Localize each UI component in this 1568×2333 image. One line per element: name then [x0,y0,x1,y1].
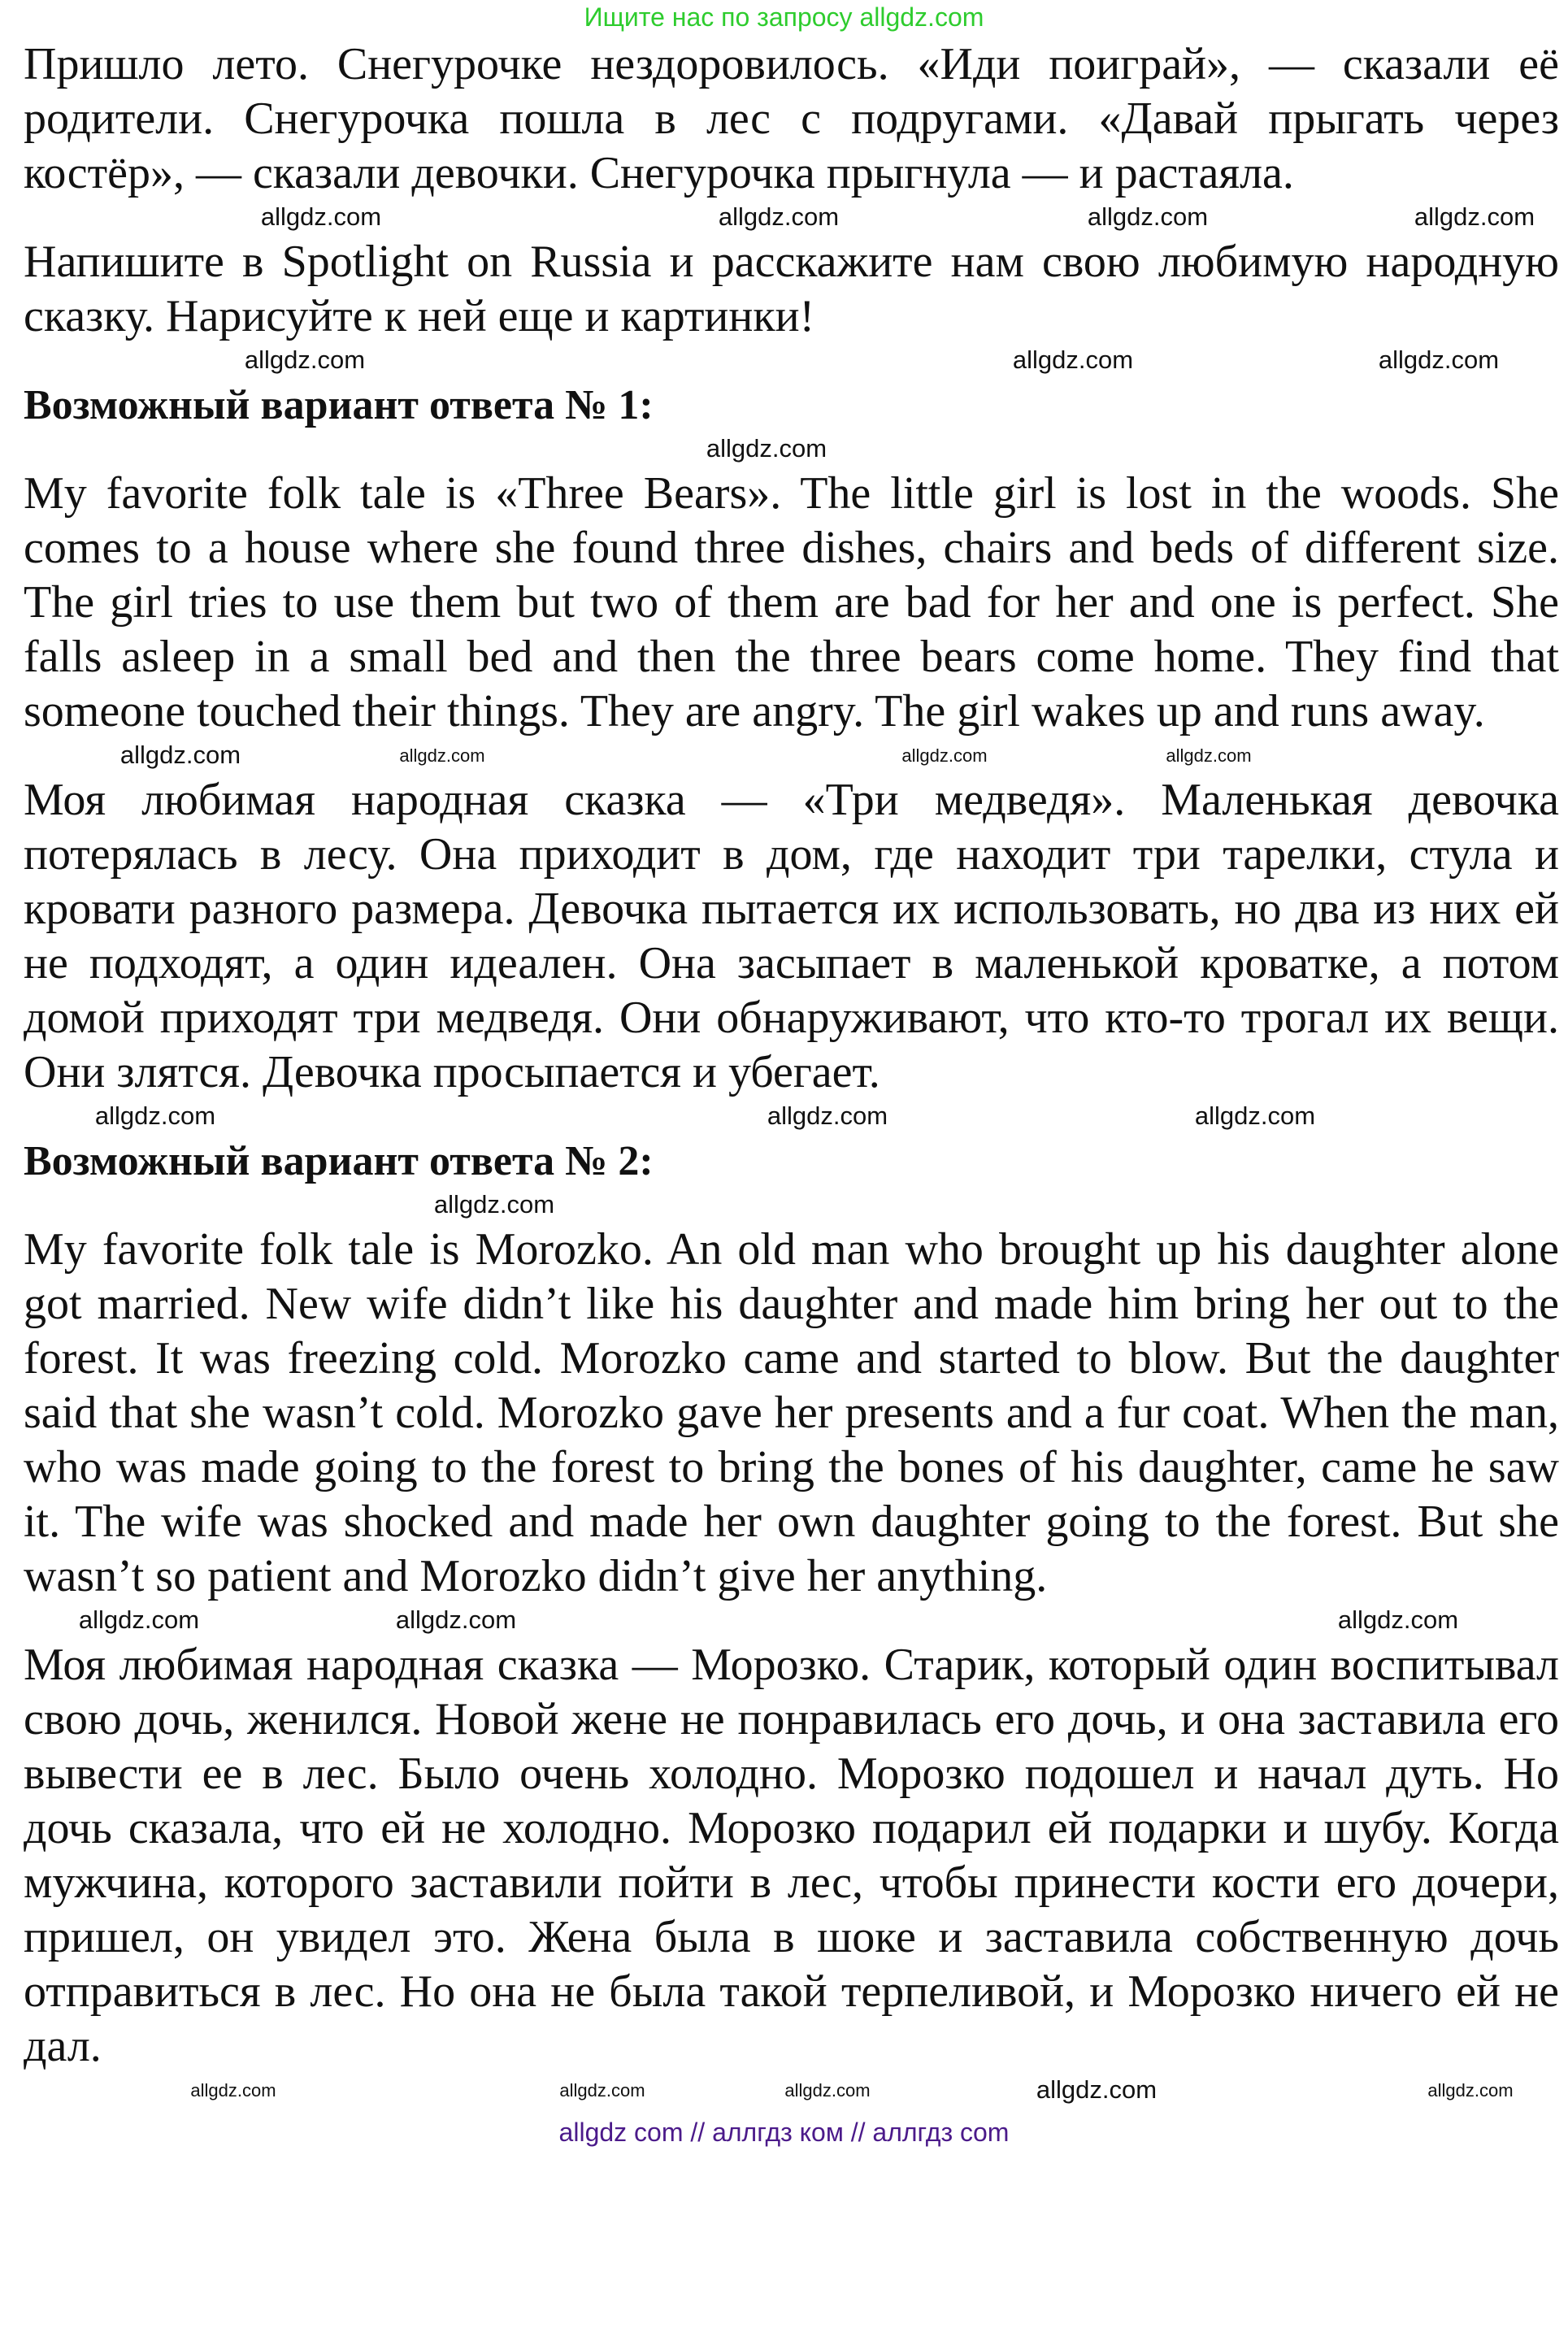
task-paragraph: Напишите в Spotlight on Russia и расскажите нам свою любимую народную сказку. Нарисуйте к ней еще и картинки! [24,237,1559,341]
answer-2-english: My favorite folk tale is Morozko. An old man who brought up his daughter alone got married. New wife didn’t like his daughter and made him bring her out to the forest. It was freezing cold. Morozko came and started to blow. But the daughter said that she wasn’t cold. Morozko gave her presents and a fur coat. When the man, who was made going to the forest to bring the bones of his daughter, came he saw it. The wife was shocked and made her own daughter going to the forest. But she wasn’t so patient and Morozko didn’t give her anything. [24,1224,1559,1601]
watermark: allgdz.com [1166,745,1252,766]
watermark-row [0,1100,1568,1134]
watermark: allgdz.com [190,2080,276,2101]
watermark-row [0,432,1568,467]
answer-2-russian: Моя любимая народная сказка — Морозко. Старик, который один воспитывал свою дочь, женился. Новой жене не понравилась его дочь, и она заставила его вывести ее в лес. Было очень холодно. Морозко подошел и начал дуть. Но дочь сказала, что ей не холодно. Морозко подарил ей подарки и шубу. Когда мужчина, которого заставили пойти в лес, чтобы принести кости его дочери, пришел, он увидел это. Жена была в шоке и заставила собственную дочь отправиться в лес. Но она не была такой терпеливой, и Морозко ничего ей не дал. [24,1640,1559,2071]
watermark: allgdz.com [901,745,988,766]
watermark-row [0,2074,1568,2108]
watermark: allgdz.com [1087,202,1209,231]
watermark: allgdz.com [94,1101,216,1130]
watermark-row [0,1604,1568,1638]
watermark: allgdz.com [718,202,840,231]
watermark: allgdz.com [1194,1101,1316,1130]
watermark: allgdz.com [1036,2075,1158,2104]
intro-paragraph: Пришло лето. Снегурочке нездоровилось. «Иди поиграй», — сказали её родители. Снегурочка пошла в лес с подругами. «Давай прыгать через костёр», — сказали девочки. Снегурочка прыгнула — и растаяла. [24,39,1559,198]
watermark: allgdz.com [260,202,382,231]
search-hint-banner: Ищите нас по запросу allgdz.com [584,2,984,32]
watermark: allgdz.com [1012,345,1134,374]
watermark-row [0,344,1568,378]
watermark: allgdz.com [395,1605,517,1634]
watermark-row [0,201,1568,235]
watermark: allgdz.com [399,745,485,766]
answer-2-heading: Возможный вариант ответа № 2: [24,1138,654,1184]
watermark-row [0,1188,1568,1223]
answer-1-heading: Возможный вариант ответа № 1: [24,382,654,428]
watermark: allgdz.com [706,434,827,463]
answer-1-russian: Моя любимая народная сказка — «Три медведя». Маленькая девочка потерялась в лесу. Она приходит в дом, где находит три тарелки, стула и кровати разного размера. Девочка пытается их использовать, но два из них ей не подходят, а один идеален. Она засыпает в маленькой кроватке, а потом домой приходят три медведя. Они обнаруживают, что кто-то трогал их вещи. Они злятся. Девочка просыпается и убегает. [24,775,1559,1097]
watermark: allgdz.com [433,1190,555,1219]
watermark: allgdz.com [1427,2080,1514,2101]
watermark: allgdz.com [244,345,366,374]
watermark: allgdz.com [119,741,241,769]
watermark: allgdz.com [1337,1605,1459,1634]
watermark-row [0,739,1568,773]
watermark: allgdz.com [767,1101,888,1130]
watermark: allgdz.com [1414,202,1535,231]
answer-1-english: My favorite folk tale is «Three Bears». The little girl is lost in the woods. She comes to a house where she found three dishes, chairs and beds of different size. The girl tries to use them but two of them are bad for her and one is perfect. She falls asleep in a small bed and then the three bears come home. They find that someone touched their things. They are angry. The girl wakes up and runs away. [24,468,1559,736]
footer-links: allgdz com // аллгдз ком // аллгдз com [558,2118,1010,2147]
watermark: allgdz.com [784,2080,871,2101]
watermark: allgdz.com [78,1605,200,1634]
watermark: allgdz.com [1378,345,1500,374]
watermark: allgdz.com [559,2080,645,2101]
